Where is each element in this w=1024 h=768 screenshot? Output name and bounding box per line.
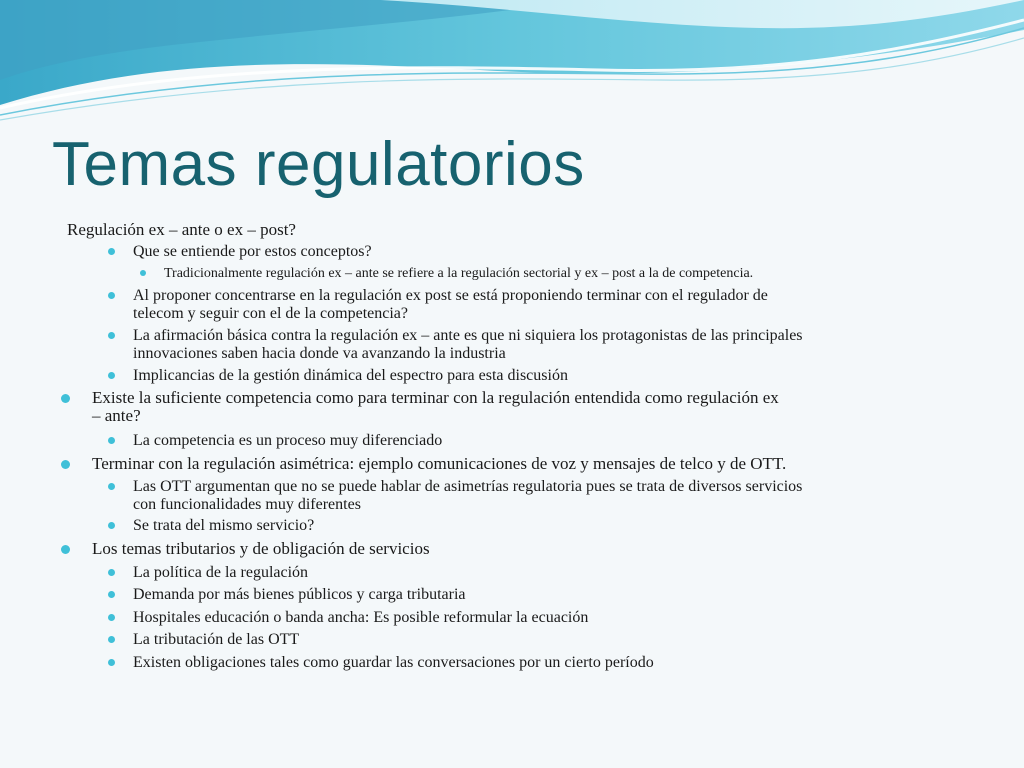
list-item <box>133 654 654 672</box>
bullet-icon <box>108 522 115 529</box>
bullet-icon <box>108 292 115 299</box>
list-item-text: Demanda por más bienes públicos y carga tributaria <box>133 586 466 603</box>
list-item-line: con funcionalidades muy diferentes <box>133 496 361 513</box>
list-item <box>133 327 803 363</box>
bullet-icon <box>108 437 115 444</box>
list-item <box>92 454 786 474</box>
bullet-icon <box>61 545 70 554</box>
list-item-line: La afirmación básica contra la regulación ex – ante es que ni siquiera los protagonistas de las principales <box>133 327 803 344</box>
bullet-icon <box>108 569 115 576</box>
list-item <box>164 265 753 283</box>
list-item-text: Que se entiende por estos conceptos? <box>133 243 372 260</box>
list-item-text: Los temas tributarios y de obligación de servicios <box>92 539 430 558</box>
bullet-icon <box>108 614 115 621</box>
list-item-text: Tradicionalmente regulación ex – ante se refiere a la regulación sectorial y ex – post a la de competencia. <box>164 266 754 281</box>
bullet-icon <box>108 636 115 643</box>
list-item <box>133 367 568 385</box>
list-item <box>133 243 372 261</box>
list-item-line: Las OTT argumentan que no se puede hablar de asimetrías regulatoria pues se trata de diversos servicios <box>133 478 803 495</box>
list-item <box>92 539 430 559</box>
list-item <box>133 631 299 649</box>
bullet-icon <box>108 659 115 666</box>
list-item-text: Se trata del mismo servicio? <box>133 517 315 534</box>
list-item <box>92 389 779 425</box>
list-item <box>67 220 296 240</box>
bullet-icon <box>108 332 115 339</box>
list-item-line: Existe la suficiente competencia como para terminar con la regulación entendida como regulación ex <box>92 388 779 407</box>
list-item-text: Existen obligaciones tales como guardar las conversaciones por un cierto período <box>133 654 654 671</box>
list-item-text: La política de la regulación <box>133 564 309 581</box>
bullet-icon <box>108 248 115 255</box>
list-item <box>133 564 308 582</box>
list-item <box>133 287 768 323</box>
list-item-text: La competencia es un proceso muy diferenciado <box>133 432 443 449</box>
list-item <box>133 609 588 627</box>
bullet-icon <box>140 270 146 276</box>
list-item-line: telecom y seguir con el de la competencia? <box>133 305 408 322</box>
bullet-icon <box>108 483 115 490</box>
list-item-text: Implicancias de la gestión dinámica del espectro para esta discusión <box>133 367 568 384</box>
list-item-text: Hospitales educación o banda ancha: Es posible reformular la ecuación <box>133 609 589 626</box>
list-item-text: La tributación de las OTT <box>133 631 300 648</box>
list-item-line: innovaciones saben hacia donde va avanzando la industria <box>133 345 506 362</box>
bullet-icon <box>61 394 70 403</box>
list-item <box>133 586 465 604</box>
list-item-line: Al proponer concentrarse en la regulación ex post se está proponiendo terminar con el regulador de <box>133 287 768 304</box>
list-item-text: Terminar con la regulación asimétrica: ejemplo comunicaciones de voz y mensajes de telco y de OTT. <box>92 454 787 473</box>
list-item <box>133 432 442 450</box>
slide-title: Temas regulatorios <box>52 130 585 199</box>
list-item-text: Regulación ex – ante o ex – post? <box>67 220 296 239</box>
bullet-icon <box>61 460 70 469</box>
list-item-line: – ante? <box>92 406 141 425</box>
list-item <box>133 478 802 514</box>
bullet-icon <box>108 591 115 598</box>
bullet-icon <box>108 372 115 379</box>
list-item <box>133 517 314 535</box>
